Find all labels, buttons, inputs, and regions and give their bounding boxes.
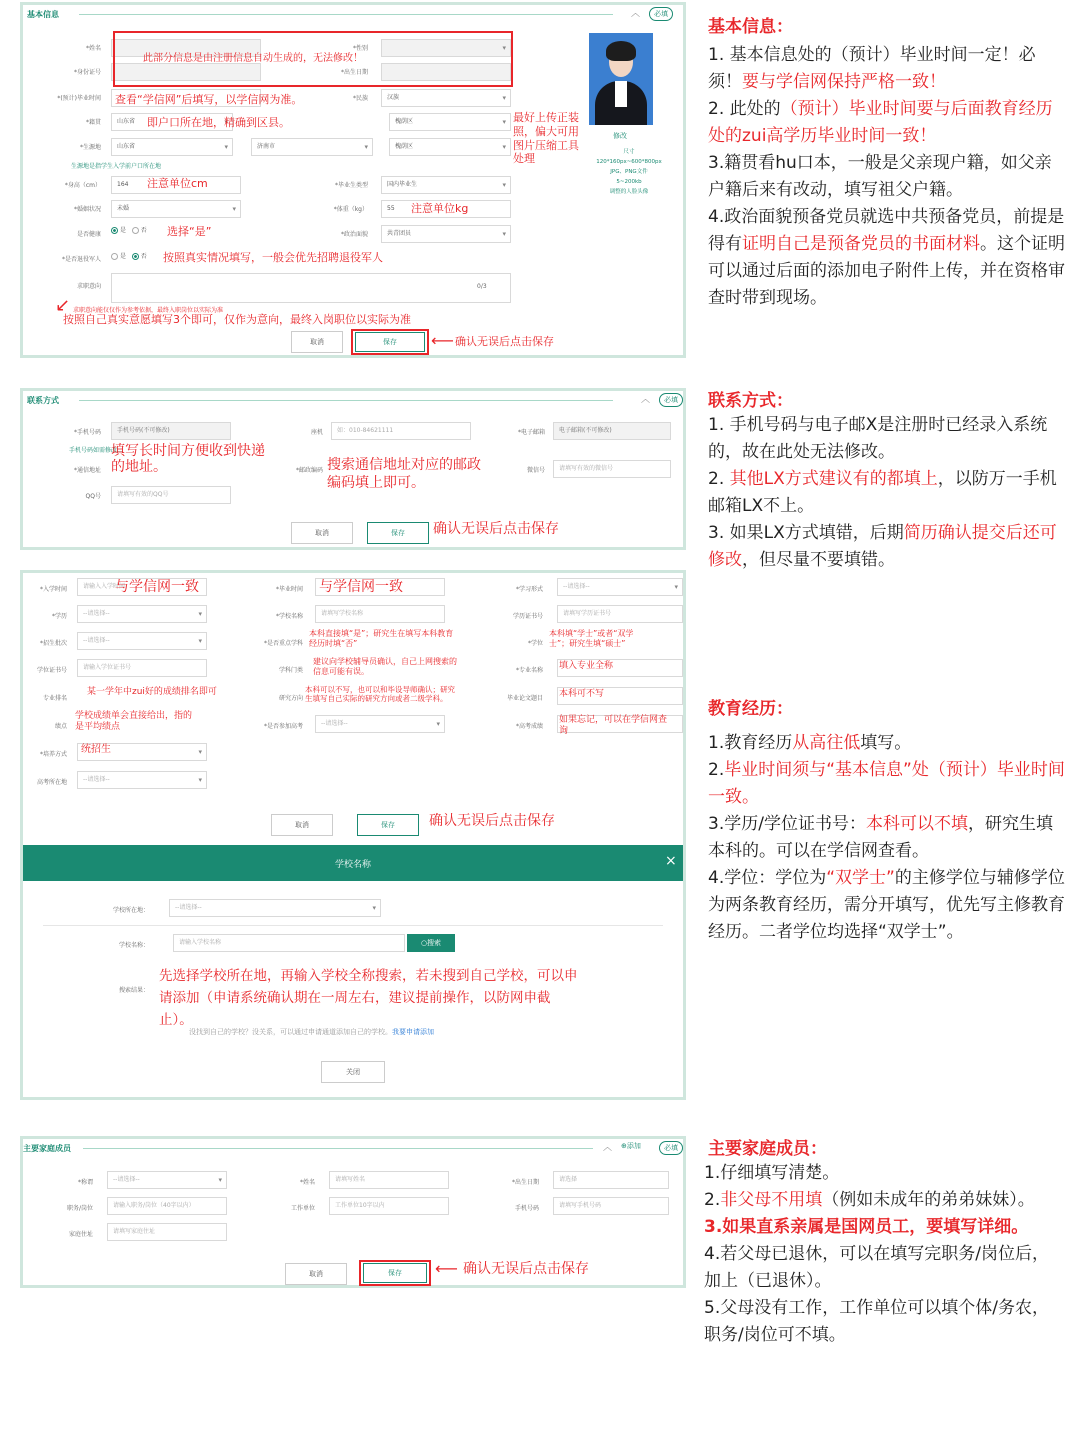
gradtype-label: *毕业生类型 [334, 182, 368, 189]
veteran-label: *是否退役军人 [61, 256, 101, 263]
gaokao-note: 如果忘记，可以在学信网查 询 [559, 715, 668, 737]
grad-note: 与学信网一致 [319, 579, 403, 595]
rel-label: *称谓 [77, 1179, 93, 1186]
modal-loc-label: 学校所在地： [112, 907, 149, 914]
entry-field[interactable]: 请输入入学时间 [77, 578, 207, 596]
radio-off-icon[interactable] [111, 253, 118, 260]
addr-note: 填写长时间方便收到快递 的地址。 [111, 443, 265, 476]
save-note: 确认无误后点击保存 [455, 335, 554, 348]
dcert-field[interactable]: 请输入学位证书号 [77, 659, 207, 677]
family-panel [20, 1136, 686, 1288]
height-field[interactable]: 164 [111, 176, 241, 194]
nation-select[interactable]: 汉族 ▾ [381, 89, 511, 107]
degree-label: *学位 [527, 640, 543, 647]
panel-title: 基本信息 [27, 10, 59, 19]
idno-label: *身份证号 [73, 69, 101, 76]
note-item [704, 1187, 1064, 1214]
tel-label: 座机 [310, 429, 323, 436]
rel-select[interactable]: --请选择-- ▾ [107, 1171, 227, 1189]
note-item [708, 811, 1068, 865]
note-highlight: 非父母不用填 [720, 1190, 823, 1210]
mode-note: 统招生 [81, 744, 111, 755]
birthplace-label: *生源地 [79, 144, 101, 151]
birthplace-hint: 生源地是指学生入学前户口所在地 [71, 163, 162, 170]
autogen-note: 此部分信息是由注册信息自动生成的，无法修改！ [143, 53, 363, 64]
name-label: *姓名 [85, 45, 101, 52]
batch-select[interactable]: --请选择-- ▾ [77, 632, 207, 650]
degree-note: 本科填“学士”或者“双学 士”；研究生填“硕士” [549, 629, 634, 648]
intent-field[interactable] [111, 273, 511, 303]
note-item: 4.若父母已退休，可以在填写完职务/岗位后，加上（已退休）。 [704, 1244, 1049, 1291]
cancel-button[interactable]: 取消 [285, 1263, 347, 1285]
note-text: 2. [708, 469, 730, 489]
fam-work-label: 工作单位 [290, 1205, 315, 1212]
marital-label: *婚姻状况 [73, 206, 101, 213]
research-label: 研究方向 [278, 695, 303, 702]
health-no-label: 否 [140, 227, 147, 234]
subj-label: 学科门类 [278, 667, 303, 674]
major-note: 填入专业全称 [559, 661, 614, 671]
radio-off-icon[interactable] [132, 227, 139, 234]
veteran-note: 按照真实情况填写，一般会优先招聘退役军人 [163, 251, 383, 264]
note-text: 4.政治面貌预备党员就选中共预备党员，前提是得有 [708, 207, 1065, 254]
height-label: *身高（cm） [64, 182, 101, 189]
native-label: *籍贯 [85, 119, 101, 126]
note-text: ，以防万一手机邮箱LX不上。 [708, 469, 1057, 516]
entry-note: 与学信网一致 [115, 579, 199, 595]
arrow-icon: ↙ [55, 295, 71, 316]
note-item: 5.父母没有工作，工作单位可以填个体/务农，职务/岗位可不填。 [704, 1298, 1049, 1345]
qq-field[interactable]: 请填写有效的QQ号 [111, 486, 231, 504]
note-item: 1.仔细填写清楚。 [704, 1163, 840, 1183]
fam-job-field[interactable]: 请输入职务/岗位（40字以内） [107, 1197, 227, 1215]
modal-result-label: 搜索结果： [118, 987, 149, 994]
gradtime-label: *(预计)毕业时间 [57, 95, 101, 102]
divider [83, 1148, 593, 1149]
tel-field[interactable]: 如：010-84621111 [331, 422, 471, 440]
cancel-button[interactable]: 取消 [291, 522, 353, 544]
basic-info-notes [708, 42, 1068, 312]
save-button[interactable]: 保存 [357, 814, 419, 836]
note-highlight: 简历确认提交后还可修改 [708, 523, 1057, 570]
note-item [708, 466, 1068, 520]
section-heading-family: 主要家庭成员： [708, 1139, 827, 1159]
cert-field[interactable]: 请填写学历证书号 [557, 605, 683, 623]
weight-label: *体重（kg） [333, 206, 368, 213]
school-name-modal [23, 845, 683, 1097]
batch-label: *招生批次 [39, 640, 67, 647]
note-item [708, 520, 1068, 574]
dcert-label: 学位证书号 [36, 667, 67, 674]
wechat-field[interactable]: 请填写有效的微信号 [553, 460, 671, 478]
fam-work-field[interactable]: 工作单位10字以内 [329, 1197, 449, 1215]
mode-label: *培养方式 [39, 751, 67, 758]
note-text: 。这个证明可以通过后面的添加电子附件上传，并在资格审查时带到现场。 [708, 234, 1065, 308]
basic-info-panel [20, 2, 686, 358]
grad-label: *毕业时间 [275, 586, 303, 593]
note-item [708, 96, 1068, 150]
bp-dist-select[interactable]: 槐荫区 ▾ [389, 138, 511, 156]
photo-shirt [615, 81, 627, 107]
modal-note: 先选择学校所在地，再输入学校全称搜索，若未搜到自己学校，可以申 请添加（申请系统确认期在一周左右，建议提前操作，以防网申截 止）。 [159, 968, 578, 1028]
save-button[interactable]: 保存 [355, 332, 425, 352]
native-dist-select[interactable]: 槐荫区 ▾ [389, 113, 511, 131]
gradtype-select[interactable]: 国内毕业生 ▾ [381, 176, 511, 194]
gpa-note: 学校成绩单会直接给出，指的 是平均绩点 [75, 711, 193, 733]
gkloc-select[interactable]: --请选择-- ▾ [77, 771, 207, 789]
study-label: *学习形式 [515, 586, 543, 593]
arrow-left-icon: ⟵ [435, 1259, 458, 1278]
zip-label: *邮政编码 [295, 467, 323, 474]
zip-note: 搜索通信地址对应的邮政 编码填上即可。 [327, 457, 481, 491]
native-prov-select[interactable]: 山东省 ▾ [111, 113, 233, 131]
modal-not-found [189, 1027, 434, 1037]
search-icon: ○ [420, 939, 428, 947]
note-item [708, 757, 1068, 811]
note-text: 3.学历/学位证书号： [708, 814, 866, 834]
save-note: 确认无误后点击保存 [463, 1261, 589, 1277]
bp-city-select[interactable]: 济南市 ▾ [251, 138, 373, 156]
note-highlight: 从高往低 [792, 733, 861, 753]
divider [79, 14, 613, 15]
section-heading-education: 教育经历： [708, 699, 793, 719]
apply-link[interactable]: 我要申请添加 [392, 1028, 434, 1036]
photo-hint-label: 调整的人脸头像 [609, 189, 649, 195]
search-label: 搜索 [427, 939, 442, 947]
fam-job-label: 职务/岗位 [66, 1205, 93, 1212]
note-highlight: 本科可以不填 [865, 814, 968, 834]
email-field: 电子邮箱(不可修改) [553, 422, 671, 440]
fam-phone-field[interactable]: 请填写手机号码 [553, 1197, 669, 1215]
modal-close-button[interactable]: 关闭 [321, 1061, 385, 1083]
panel-title: 联系方式 [27, 396, 59, 405]
section-heading-basic: 基本信息： [708, 17, 793, 37]
note-text: 1.教育经历 [708, 733, 793, 753]
intent-hint: 求职意向能仅仅作为参考依据，最终入职岗位以实际为准 [73, 307, 224, 314]
add-button[interactable] [621, 1141, 641, 1151]
note-highlight: （预计）毕业时间要与后面教育经历处的zui高学历毕业时间一致！ [708, 99, 1053, 146]
intent-count: 0/3 [477, 283, 487, 290]
phone-label: *手机号码 [73, 429, 101, 436]
close-icon[interactable]: × [665, 853, 677, 869]
study-select[interactable]: --请选择-- ▾ [557, 578, 683, 596]
politics-label: *政治面貌 [340, 231, 368, 238]
kaoyan-label: *是否参加高考 [263, 723, 303, 730]
modal-divider [43, 925, 663, 926]
contact-notes [708, 412, 1068, 574]
chevron-up-icon[interactable]: ︿ [603, 1143, 613, 1153]
modal-name-input[interactable]: 请输入学校名称 [173, 934, 405, 952]
intent-note: 按照自己真实意愿填写3个即可，仅作为意向，最终入岗职位以实际为准 [63, 313, 411, 326]
modal-title: 学校名称 [334, 860, 371, 870]
note-text: 1. 基本信息处的（预计）毕业时间一定！必须！ [708, 45, 1036, 92]
fam-name-field[interactable]: 请填写姓名 [329, 1171, 449, 1189]
native-note: 即户口所在地，精确到区县。 [147, 116, 290, 129]
note-item [708, 730, 1068, 757]
cancel-button[interactable]: 取消 [291, 331, 343, 353]
arrow-left-icon: ⟵ [431, 331, 454, 350]
note-highlight: 证明自己是预备党员的书面材料 [742, 234, 980, 254]
thesis-label: 毕业论文题目 [506, 695, 543, 702]
plus-circle-icon: ⊕ [621, 1142, 627, 1150]
search-button[interactable] [407, 934, 455, 952]
fam-addr-field[interactable]: 请填写家庭住址 [107, 1223, 227, 1241]
fam-birth-field[interactable]: 请选择 [553, 1171, 669, 1189]
politics-select[interactable]: 共青团员 ▾ [381, 225, 511, 243]
note-item: 3.如果直系亲属是国网员工，要填写详细。 [704, 1217, 1029, 1237]
is985-label: *是否重点学科 [263, 640, 303, 647]
vet-no-label: 否 [140, 253, 147, 260]
add-label: 添加 [626, 1142, 641, 1150]
note-item: 1. 手机号码与电子邮X是注册时已经录入系统的，故在此处无法修改。 [708, 415, 1048, 462]
weight-field[interactable]: 55 [381, 200, 511, 218]
note-item [708, 865, 1068, 946]
education-notes [708, 730, 1068, 946]
note-text: 2. [704, 1190, 721, 1210]
rank-note: 某一学年中zui好的成绩排名即可 [87, 687, 217, 697]
note-text: 填写。 [860, 733, 912, 753]
gaokao-label: *高考成绩 [515, 723, 543, 730]
note-highlight: 毕业时间须与“基本信息”处（预计）毕业时间一致。 [708, 760, 1065, 807]
vet-yes-label: 是 [120, 253, 127, 260]
intent-label: 求职意向 [76, 283, 101, 290]
school-label: *学校名称 [275, 613, 303, 620]
qq-label: QQ号 [85, 493, 101, 500]
required-badge: 必填 [659, 1141, 683, 1155]
photo-note: 最好上传正装 照，偏大可用 图片压缩工具 处理 [513, 111, 579, 166]
divider [79, 400, 613, 401]
note-text: 3. 如果LX方式填错，后期 [708, 523, 904, 543]
edu-select[interactable]: --请选择-- ▾ [77, 605, 207, 623]
modal-name-label: 学校名称： [118, 942, 149, 949]
family-notes [704, 1160, 1064, 1349]
cert-note: 本科直接填“是”；研究生在填写本科教育 经历时填“否” [309, 629, 454, 648]
note-item: 3.籍贯看hu口本，一般是父亲现户籍，如父亲户籍后来有改动，填写祖父户籍。 [708, 153, 1052, 200]
save-note: 确认无误后点击保存 [429, 813, 555, 829]
rank-label: 专业排名 [42, 695, 67, 702]
note-highlight: 其他LX方式建议有的都填上 [729, 469, 938, 489]
entry-label: *入学时间 [39, 586, 67, 593]
phone-hint: 手机号码如需修改… [69, 447, 124, 454]
veteran-radio-group[interactable] [111, 251, 147, 260]
cert-label: 学历证书号 [512, 613, 543, 620]
modal-loc-select[interactable]: --请选择-- ▾ [169, 899, 381, 917]
gender-label: *性别 [352, 45, 368, 52]
height-note: 注意单位cm [147, 177, 208, 190]
addr-label: *通信地址 [73, 467, 101, 474]
note-text: 的主修学位与辅修学位为两条教育经历，需分开填写，优先写主修教育经历。二者学位均选择“双学士”。 [708, 868, 1065, 942]
id-photo [589, 33, 653, 125]
contact-panel [20, 388, 686, 550]
photo-kb-label: 5~200kb [616, 179, 642, 185]
education-panel [20, 570, 686, 1100]
chevron-up-icon[interactable]: ︿ [631, 9, 641, 19]
required-badge: 必填 [649, 7, 673, 21]
not-found-text: 没找到自己的学校？没关系，可以通过申请通道添加自己的学校。 [189, 1028, 392, 1036]
health-note: 选择“是” [167, 225, 212, 238]
subj-note: 建议向学校辅导员确认，自己上网搜索的 信息可能有误。 [313, 657, 457, 676]
panel-title: 主要家庭成员 [23, 1144, 71, 1153]
required-badge: 必填 [659, 393, 683, 407]
modal-header [23, 845, 683, 881]
save-button[interactable]: 保存 [363, 1263, 427, 1283]
section-heading-contact: 联系方式： [708, 391, 793, 411]
edu-label: *学历 [51, 613, 67, 620]
gkloc-label: 高考所在地 [36, 779, 67, 786]
birth-label: *出生日期 [340, 69, 368, 76]
note-highlight: 要与学信网保持严格一致！ [742, 72, 946, 92]
phone-field: 手机号码(不可修改) [111, 422, 231, 440]
nation-label: *民族 [352, 95, 368, 102]
fam-birth-label: *出生日期 [511, 1179, 539, 1186]
health-radio-group[interactable] [111, 225, 147, 234]
email-label: *电子邮箱 [517, 429, 545, 436]
photo-size-label: 尺寸 [623, 149, 635, 155]
health-yes-label: 是 [120, 227, 127, 234]
cancel-button[interactable]: 取消 [271, 814, 333, 836]
note-text: 2. [708, 760, 725, 780]
photo-spec [589, 147, 669, 197]
gpa-label: 绩点 [54, 723, 67, 730]
marital-select[interactable]: 未婚 ▾ [111, 200, 241, 218]
note-item [708, 42, 1068, 96]
photo-hair [606, 41, 636, 61]
note-text: ，研究生填本科的。可以在学信网查看。 [708, 814, 1053, 861]
note-text: （例如未成年的弟弟妹妹）。 [822, 1190, 1035, 1210]
photo-edit-link[interactable]: 修改 [613, 132, 627, 140]
school-field[interactable]: 请填写学校名称 [315, 605, 445, 623]
save-button[interactable]: 保存 [367, 522, 429, 544]
fam-addr-label: 家庭住址 [68, 1231, 93, 1238]
note-text: ，但尽量不要填错。 [742, 550, 895, 570]
note-highlight: “双学士” [826, 868, 895, 888]
chevron-up-icon[interactable]: ︿ [641, 395, 651, 405]
photo-format-label: JPG、PNG文件 [610, 169, 648, 175]
thesis-note: 本科可不写 [559, 689, 605, 699]
note-item [708, 204, 1068, 312]
research-note: 本科可以不写，也可以和毕设导师确认；研究 生填写自己实际的研究方向或者二级学科。 [305, 685, 455, 704]
wechat-label: 微信号 [526, 467, 545, 474]
radio-on-icon[interactable] [132, 253, 139, 260]
health-label: 是否健康 [76, 231, 101, 238]
bp-prov-select[interactable]: 山东省 ▾ [111, 138, 233, 156]
weight-note: 注意单位kg [411, 202, 469, 215]
fam-name-label: *姓名 [299, 1179, 315, 1186]
note-text: 2. 此处的 [708, 99, 781, 119]
major-label: *专业名称 [515, 667, 543, 674]
radio-on-icon[interactable] [111, 227, 118, 234]
gradtime-note: 查看“学信网”后填写，以学信网为准。 [115, 93, 303, 106]
note-text: 4.学位：学位为 [708, 868, 827, 888]
fam-phone-label: 手机号码 [514, 1205, 539, 1212]
save-note: 确认无误后点击保存 [433, 521, 559, 537]
photo-spec-label: 120*160px~600*800px [596, 159, 662, 165]
kaoyan-select[interactable]: --请选择-- ▾ [315, 715, 445, 733]
